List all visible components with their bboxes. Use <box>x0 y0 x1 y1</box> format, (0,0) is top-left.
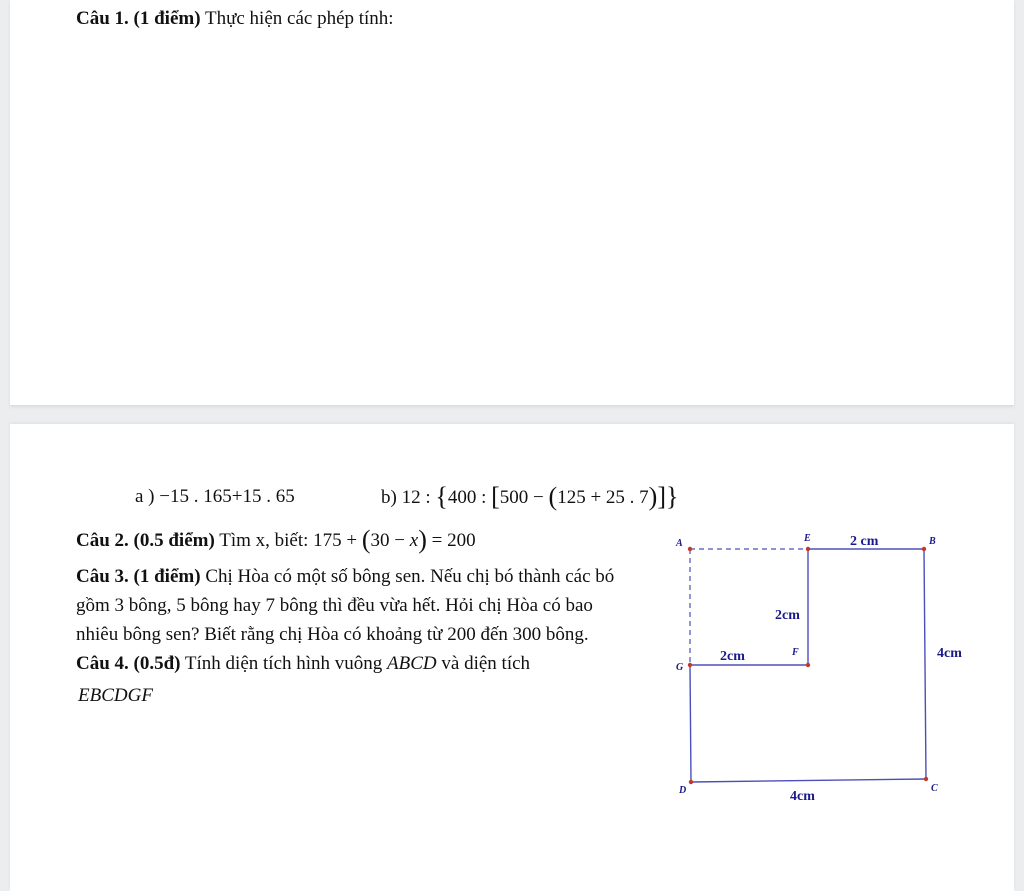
q2-paren-open: ( <box>361 525 371 554</box>
q4-text-abcd: ABCD <box>387 653 437 674</box>
q4-text-a: Tính diện tích hình vuông <box>180 653 388 674</box>
q1-title: Câu 1. (1 điểm) <box>76 8 201 29</box>
point-g <box>688 663 692 667</box>
q1-part-b-inner: 125 + 25 . 7 <box>557 487 649 508</box>
dim-dc: 4cm <box>790 789 815 804</box>
q2-text: Tìm x, biết: <box>214 530 309 551</box>
q1-part-b-close: )]} <box>648 482 679 511</box>
point-a <box>688 547 692 551</box>
q3-line-2: gồm 3 bông, 5 bông hay 7 bông thì đều vừa hết. Hỏi chị Hòa có bao <box>76 595 593 616</box>
point-d <box>689 780 693 784</box>
label-g: G <box>676 662 684 673</box>
label-d: D <box>679 785 687 796</box>
q1-part-a-label: a ) <box>135 486 155 507</box>
dim-gf: 2cm <box>720 649 745 664</box>
label-a: A <box>676 538 683 549</box>
label-f: F <box>792 647 799 658</box>
q3-line-3: nhiêu bông sen? Biết rằng chị Hòa có khoảng từ 200 đến 300 bông. <box>76 624 589 645</box>
q2-expr-inner-a: 30 − <box>370 530 406 551</box>
label-c: C <box>931 783 938 794</box>
q1-part-b-paren-open: ( <box>548 482 558 511</box>
q2-expr-right: = 200 <box>431 530 476 551</box>
segment-cd <box>691 779 926 782</box>
q1-part-b-bracket-open: [ <box>491 482 500 511</box>
segment-bc <box>924 549 926 779</box>
point-b <box>922 547 926 551</box>
q1-part-b-400: 400 : <box>447 487 487 508</box>
q4-text-b: và diện tích <box>436 653 531 674</box>
dim-ef: 2cm <box>775 608 800 623</box>
label-e: E <box>804 533 811 544</box>
segment-dg <box>690 665 691 782</box>
q4-line-2: EBCDGF <box>78 685 153 706</box>
q2-expr-x: x <box>409 530 419 551</box>
q2-expr-left: 175 + <box>313 530 358 551</box>
q2-title: Câu 2. (0.5 điểm) <box>76 530 215 551</box>
q4-title: Câu 4. (0.5đ) <box>76 653 181 674</box>
q1-part-b-brace-open: { <box>435 482 448 511</box>
q1-part-b-label: b) 12 : <box>381 487 431 508</box>
q1-part-b-500: 500 − <box>499 487 544 508</box>
point-c <box>924 777 928 781</box>
label-b: B <box>929 536 936 547</box>
q3-title: Câu 3. (1 điểm) <box>76 566 201 587</box>
point-f <box>806 663 810 667</box>
q1-text: Thực hiện các phép tính: <box>200 8 394 29</box>
q3-text-1: Chị Hòa có một số bông sen. Nếu chị bó thành các bó <box>200 566 615 587</box>
dim-eb: 2 cm <box>850 534 879 549</box>
q2-paren-close: ) <box>418 525 427 554</box>
point-e <box>806 547 810 551</box>
q1-part-a-expr: −15 . 165+15 . 65 <box>159 486 295 507</box>
dim-bc: 4cm <box>937 646 962 661</box>
